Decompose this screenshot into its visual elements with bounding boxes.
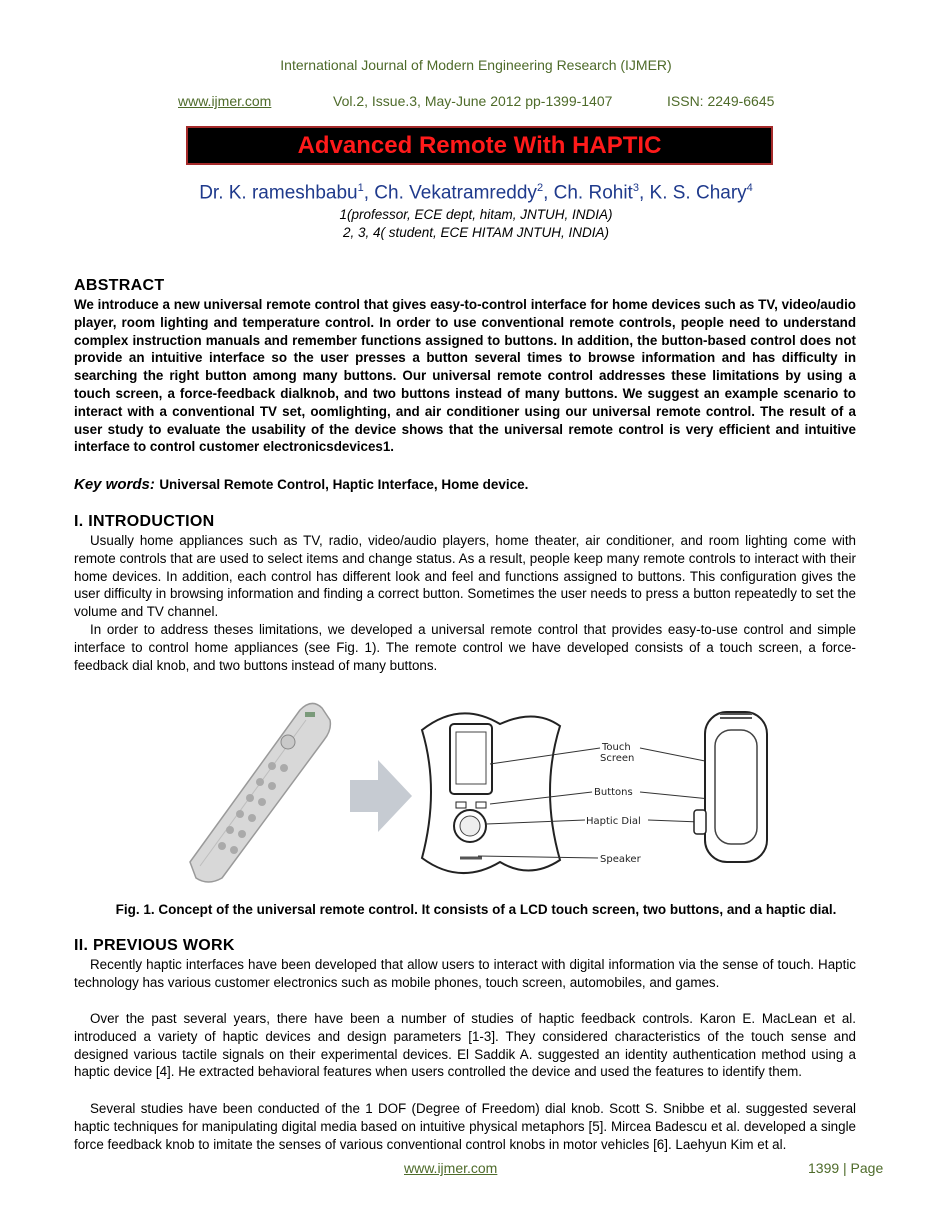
affiliation: 2, 3, 4( student, ECE HITAM JNTUH, INDIA)	[342, 225, 610, 240]
footer-url-link[interactable]: www.ijmer.com	[404, 1160, 498, 1176]
keywords-label: Key words:	[74, 476, 155, 493]
previous-work-paragraph: Several studies have been conducted of the 1 DOF (Degree of Freedom) dial knob. Scott S. Snibbe et al. suggested several haptic techniques for manipulating digital media based on intuitive physical metaphors [5]. Mircea Badescu et al. developed a single force feedback knob to imitate the senses of various conventional control knobs in motor vehicles [6]. Laehyun Kim et al.	[74, 1101, 856, 1152]
figure-label-speaker: Speaker	[600, 854, 641, 865]
author-sup: 2	[536, 182, 544, 194]
introduction-paragraph: In order to address theses limitations, we developed a universal remote control that provides easy-to-use control and simple interface to control home appliances (see Fig. 1). The remote control we have developed consists of a touch screen, a force-feedback dial knob, and two buttons instead of many buttons.	[74, 622, 856, 673]
figure-remote-concept	[160, 690, 800, 890]
journal-volume: Vol.2, Issue.3, May-June 2012 pp-1399-1407	[333, 93, 613, 109]
keywords	[74, 476, 528, 494]
figure-label-touch: Touch	[602, 742, 631, 753]
abstract-heading: ABSTRACT	[74, 277, 165, 294]
transition-arrow	[350, 760, 412, 832]
conventional-remote-image	[190, 703, 330, 882]
author-sup: 4	[746, 182, 753, 194]
journal-issn: ISSN: 2249-6645	[667, 93, 775, 109]
figure-label-buttons: Buttons	[594, 787, 633, 798]
previous-work-paragraph: Over the past several years, there have been a number of studies of haptic feedback controls. Karon E. MacLean et al. introduced a variety of haptic devices and design parameters [1-3]. They considered characteristics of the touch sense and designed various tactile signals on their experimental devices. El Saddik A. suggested an identity authentication method using a haptic device [4]. He extracted behavioral features when users controlled the device and used the features to identify them.	[74, 1011, 856, 1080]
paper-title: Advanced Remote With HAPTIC	[186, 126, 773, 165]
author-name: K. S. Chary	[649, 182, 747, 204]
footer-page-number: 1399 | Page	[808, 1160, 884, 1176]
figure-label-haptic-dial: Haptic Dial	[586, 816, 641, 827]
figure-illustration	[160, 690, 800, 890]
author-name: Ch. Vekatramreddy	[374, 182, 537, 204]
previous-work-heading: II. PREVIOUS WORK	[74, 937, 235, 954]
universal-remote-front-image	[422, 713, 560, 873]
journal-url-link[interactable]: www.ijmer.com	[178, 93, 272, 109]
universal-remote-side-image	[694, 712, 767, 862]
author-sup: 1	[357, 182, 364, 194]
author-name: Ch. Rohit	[553, 182, 633, 204]
journal-name: International Journal of Modern Engineering Research (IJMER)	[280, 57, 672, 73]
abstract-text: We introduce a new universal remote control that gives easy-to-control interface for home devices such as TV, video/audio player, room lighting and temperature control. In order to use conventional remote controls, people need to understand complex instruction manuals and remember functions assigned to buttons. In addition, the button-based control does not provide an intuitive interface so the user presses a button several times to browse information and has difficulty in searching the right button among many buttons. Our universal remote control addresses these limitations by using a touch screen, a force-feedback dialknob, and two buttons instead of many buttons. We suggest an example scenario to interact with a conventional TV set, oomlighting, and air conditioner using our universal remote control. The result of a user study to evaluate the usability of the device shows that the universal remote control is very efficient and intuitive interface to control customer electronicsdevices1.	[74, 297, 856, 455]
introduction-paragraph: Usually home appliances such as TV, radio, video/audio players, home theater, air conditioner, and room lighting come with remote controls that are used to select items and change status. As a result, people keep many remote controls to interact with their home devices. In addition, each control has different look and feel and functions assigned to buttons. This configuration gives the user difficulty in browsing information and finding a correct button. Sometimes the user needs to press a button repeatedly to set the volume and TV channel.	[74, 533, 856, 620]
author-name: Dr. K. rameshbabu	[199, 182, 358, 204]
introduction-heading: I. INTRODUCTION	[74, 513, 215, 530]
figure-label-screen: Screen	[600, 753, 635, 764]
figure-caption: Fig. 1. Concept of the universal remote control. It consists of a LCD touch screen, two buttons, and a haptic dial.	[115, 902, 837, 917]
previous-work-paragraph: Recently haptic interfaces have been developed that allow users to interact with digital information via the sense of touch. Haptic technology has various customer electronics such as mobile phones, touch screen, automobiles, and games.	[74, 957, 856, 990]
keywords-text: Universal Remote Control, Haptic Interface, Home device.	[159, 477, 529, 492]
affiliation: 1(professor, ECE dept, hitam, JNTUH, INDIA)	[339, 207, 613, 222]
author-sup: 3	[632, 182, 639, 194]
author-list: Dr. K. rameshbabu$^1$, Ch. Vekatramreddy$^2$, Ch. Rohit$^3$, K. S. Chary$^4$	[199, 182, 753, 204]
